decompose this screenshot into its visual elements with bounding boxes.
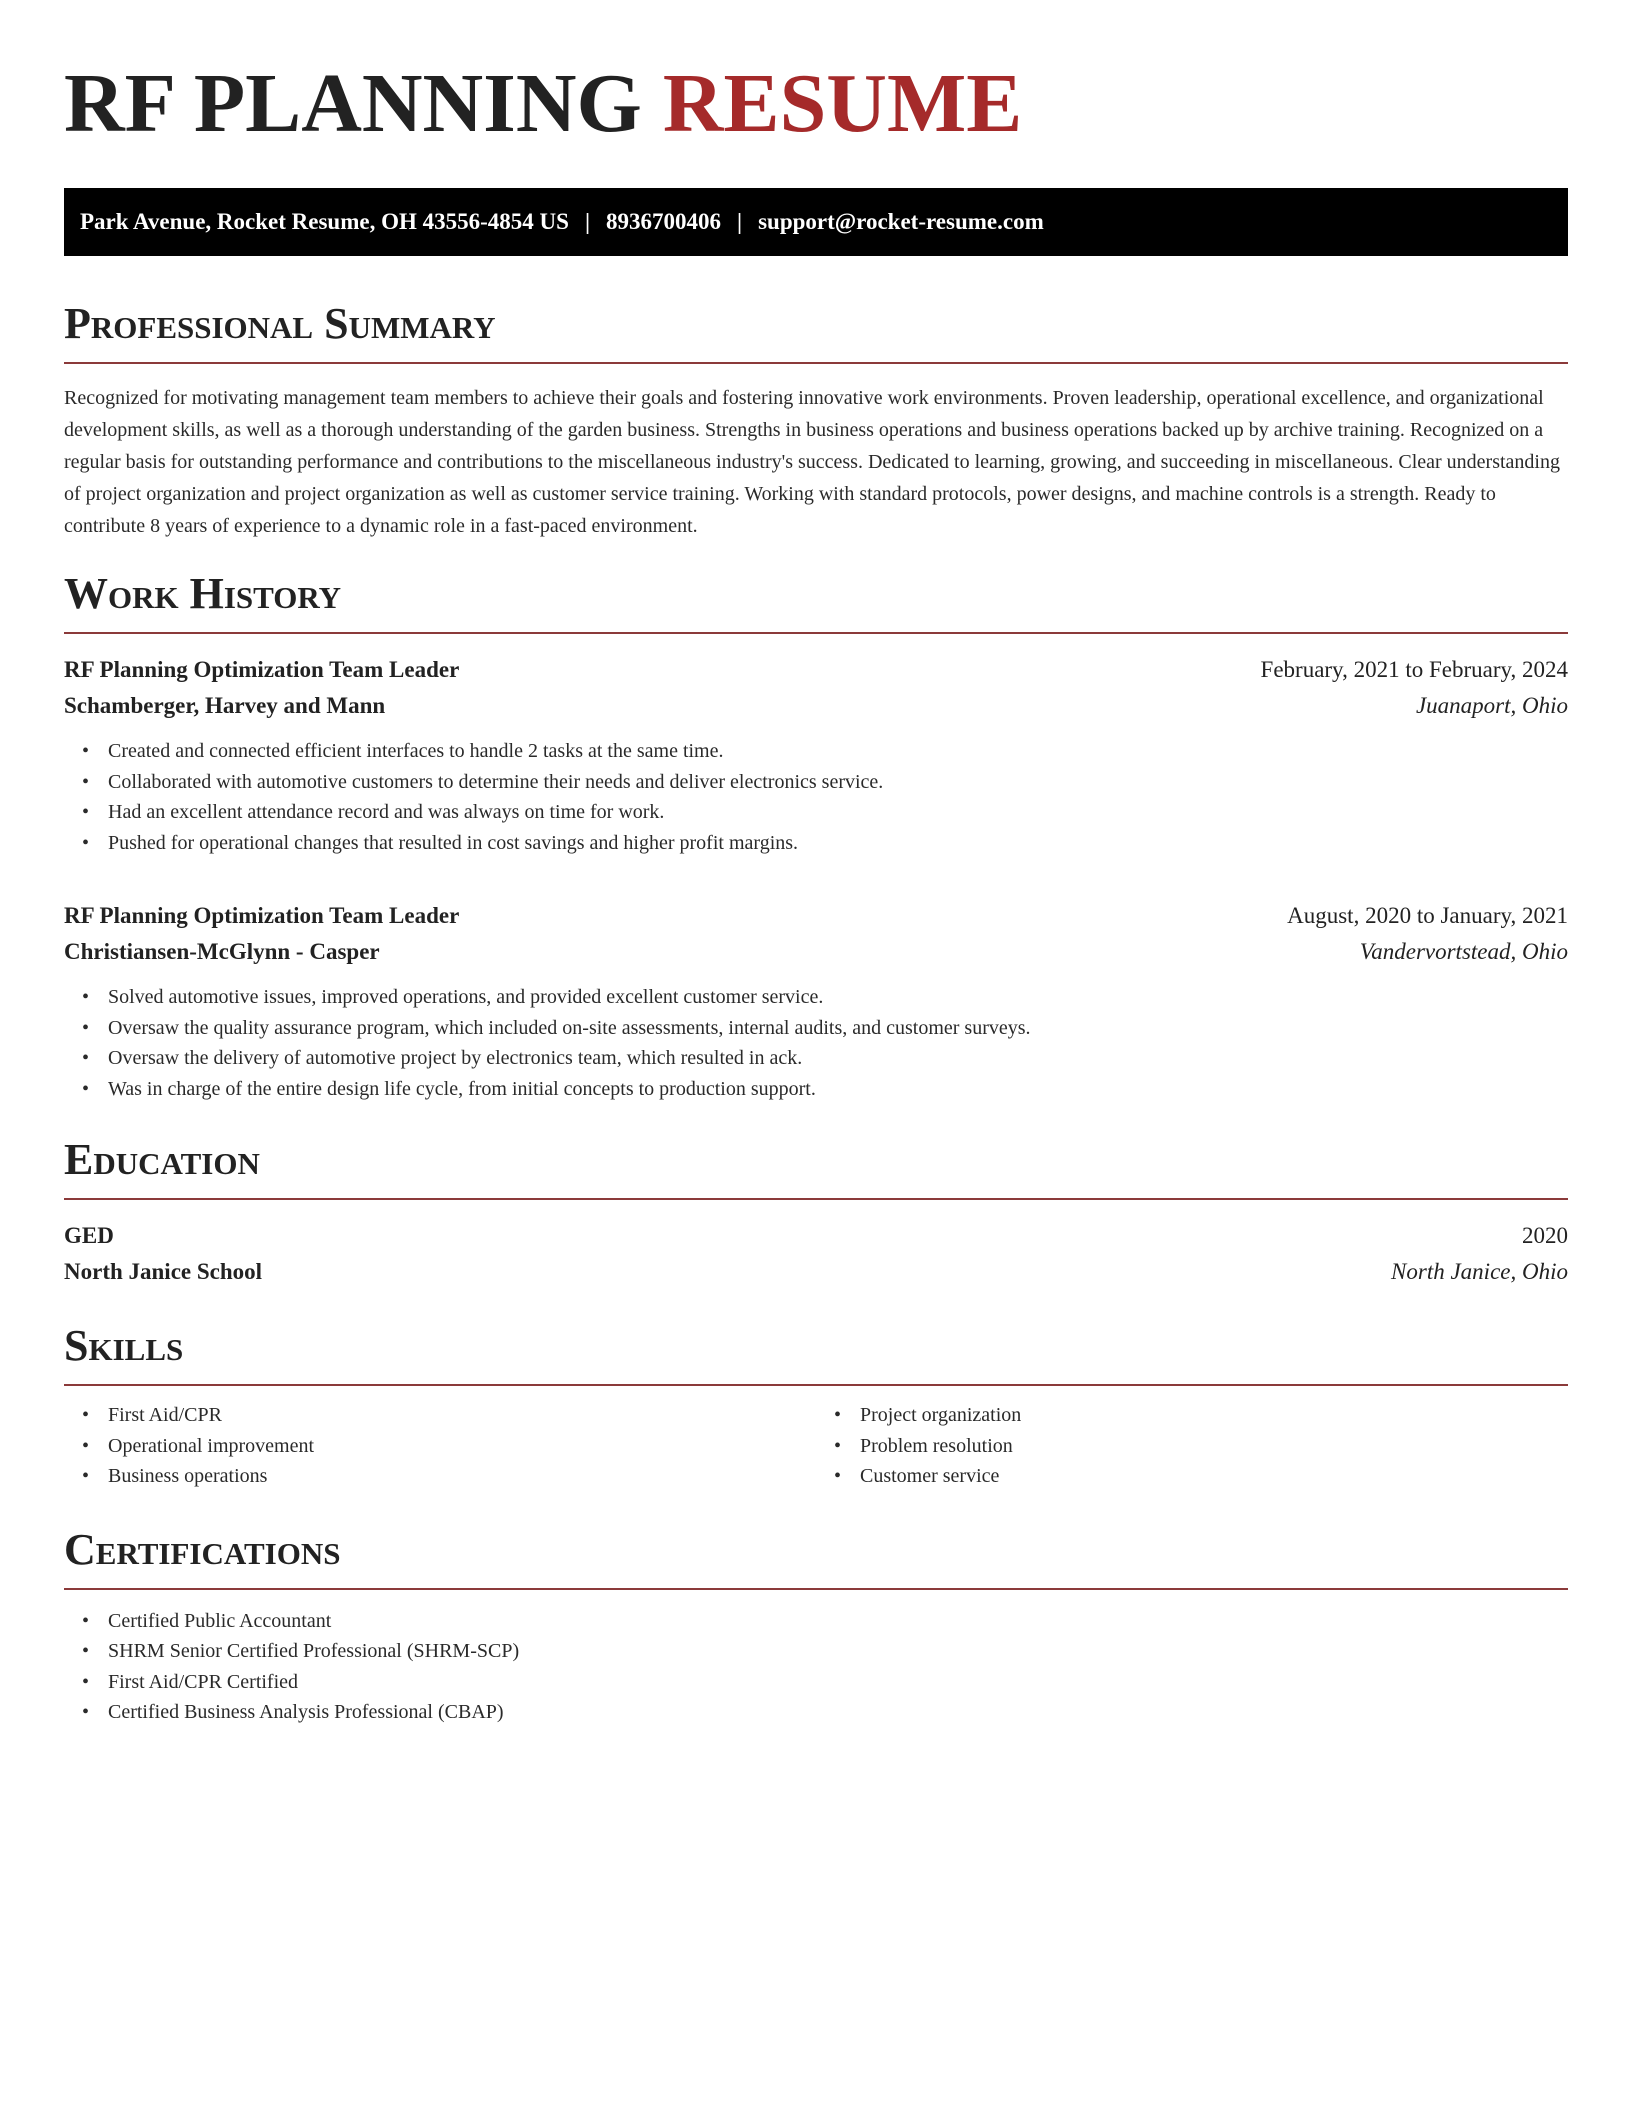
title-accent: RESUME (662, 57, 1023, 150)
education-heading: Education (64, 1135, 260, 1184)
job-entry (64, 652, 1568, 858)
job-bullet: • Solved automotive issues, improved operations, and provided excellent customer service. (108, 982, 1568, 1013)
job-dates: August, 2020 to January, 2021 (1287, 903, 1568, 928)
certification-item: • Certified Business Analysis Professional (CBAP) (108, 1697, 1568, 1728)
job-bullets (64, 982, 1568, 1104)
contact-phone: 8936700406 (606, 209, 722, 234)
section-divider (64, 632, 1568, 634)
certifications-list (64, 1606, 1568, 1728)
summary-section (64, 298, 1568, 542)
skill-item: • First Aid/CPR (108, 1400, 816, 1431)
contact-bar (64, 188, 1568, 256)
skill-item: • Project organization (860, 1400, 1568, 1431)
education-location: North Janice, Ohio (1391, 1259, 1568, 1284)
section-divider (64, 1384, 1568, 1386)
summary-text: Recognized for motivating management team members to achieve their goals and fostering innovative work environments. Proven leadership, operational excellence, and organizational development skills, as well as a thorough understanding of the garden business. Strengths in business operations and business operations backed up by archive training. Recognized on a regular basis for outstanding performance and contributions to the miscellaneous industry's success. Dedicated to learning, growing, and succeeding in miscellaneous. Clear understanding of project organization and project organization as well as customer service training. Working with standard protocols, power designs, and machine controls is a strength. Ready to contribute 8 years of experience to a dynamic role in a fast-paced environment. (64, 387, 1560, 537)
work-history-section (64, 568, 1568, 1104)
job-bullet: • Collaborated with automotive customers to determine their needs and deliver electronics service. (108, 767, 1568, 798)
contact-email[interactable]: support@rocket-resume.com (758, 209, 1044, 234)
title-main: RF PLANNING (64, 57, 642, 150)
job-company: Schamberger, Harvey and Mann (64, 693, 386, 718)
job-entry (64, 898, 1568, 1104)
job-title: RF Planning Optimization Team Leader (64, 657, 460, 682)
job-bullet: • Pushed for operational changes that resulted in cost savings and higher profit margins. (108, 828, 1568, 859)
education-header-row (64, 1218, 1568, 1254)
education-entry (64, 1218, 1568, 1290)
job-bullet: • Oversaw the delivery of automotive project by electronics team, which resulted in ack. (108, 1043, 1568, 1074)
skills-column-left (64, 1400, 816, 1492)
job-header-row (64, 652, 1568, 688)
summary-heading: Professional Summary (64, 299, 496, 348)
job-bullet: • Was in charge of the entire design life cycle, from initial concepts to production support. (108, 1074, 1568, 1105)
skills-grid (64, 1400, 1568, 1492)
section-divider (64, 1588, 1568, 1590)
education-school-row (64, 1254, 1568, 1290)
skills-column-right (816, 1400, 1568, 1492)
job-company-row (64, 934, 1568, 970)
education-year: 2020 (1522, 1223, 1568, 1248)
job-title: RF Planning Optimization Team Leader (64, 903, 460, 928)
resume-title (64, 56, 1568, 152)
job-location: Juanaport, Ohio (1415, 693, 1568, 718)
certifications-heading: Certifications (64, 1524, 341, 1574)
section-divider (64, 362, 1568, 364)
job-header-row (64, 898, 1568, 934)
education-section (64, 1134, 1568, 1290)
work-history-heading: Work History (64, 569, 342, 618)
job-bullet: • Oversaw the quality assurance program, which included on-site assessments, internal audits, and customer surveys. (108, 1013, 1568, 1044)
skills-section (64, 1320, 1568, 1492)
skill-item: • Problem resolution (860, 1431, 1568, 1462)
job-bullet: • Created and connected efficient interfaces to handle 2 tasks at the same time. (108, 736, 1568, 767)
contact-separator: | (737, 209, 743, 234)
contact-address: Park Avenue, Rocket Resume, OH 43556-4854 US (80, 209, 569, 234)
certification-item: • SHRM Senior Certified Professional (SHRM-SCP) (108, 1636, 1568, 1667)
certifications-section (64, 1524, 1568, 1728)
skill-item: • Business operations (108, 1461, 816, 1492)
certification-item: • Certified Public Accountant (108, 1606, 1568, 1637)
job-location: Vandervortstead, Ohio (1359, 939, 1568, 964)
education-degree: GED (64, 1223, 114, 1248)
section-divider (64, 1198, 1568, 1200)
job-bullets (64, 736, 1568, 858)
certification-item: • First Aid/CPR Certified (108, 1667, 1568, 1698)
job-company-row (64, 688, 1568, 724)
job-bullet: • Had an excellent attendance record and was always on time for work. (108, 797, 1568, 828)
job-dates: February, 2021 to February, 2024 (1260, 657, 1568, 682)
skill-item: • Operational improvement (108, 1431, 816, 1462)
contact-separator: | (584, 209, 591, 234)
skills-heading: Skills (64, 1321, 184, 1370)
skill-item: • Customer service (860, 1461, 1568, 1492)
job-company: Christiansen-McGlynn - Casper (64, 939, 380, 964)
education-school: North Janice School (64, 1259, 263, 1284)
